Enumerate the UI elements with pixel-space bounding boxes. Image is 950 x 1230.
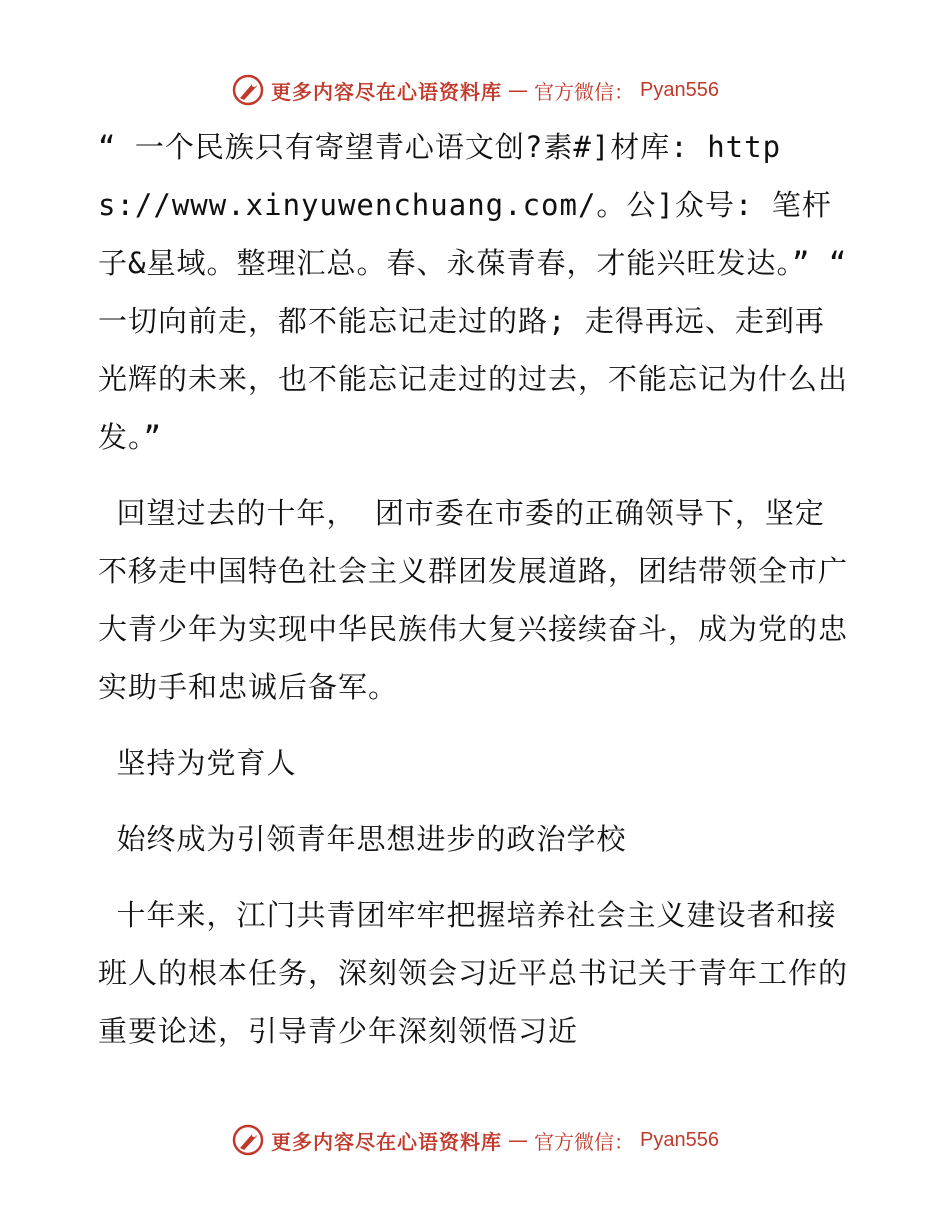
header-banner: [0, 70, 950, 110]
header-dash: —: [508, 78, 529, 102]
section-heading: 坚持为党育人: [98, 746, 297, 780]
footer-wechat-label: 官方微信：: [534, 1129, 635, 1154]
footer-wechat-id: Pyan556: [640, 1128, 719, 1151]
header-wechat-label: 官方微信：: [534, 79, 635, 104]
header-brand-text: 更多内容尽在心语资料库: [271, 79, 503, 104]
header-wechat-id: Pyan556: [640, 78, 719, 101]
footer-dash: —: [508, 1128, 529, 1152]
footer-banner: [0, 1120, 950, 1160]
footer-brand-text: 更多内容尽在心语资料库: [271, 1129, 503, 1154]
section-subheading: 始终成为引领青年思想进步的政治学校: [98, 822, 627, 856]
paragraph-2: 回望过去的十年， 团市委在市委的正确领导下，坚定不移走中国特色社会主义群团发展道路，团结带领全市广大青少年为实现中华民族伟大复兴接续奋斗，成为党的忠实助手和忠诚后备军。: [98, 496, 849, 704]
document-body: [98, 118, 866, 1078]
paragraph-3: 十年来，江门共青团牢牢把握培养社会主义建设者和接班人的根本任务，深刻领会习近平总书记关于青年工作的重要论述，引导青少年深刻领悟习近: [98, 898, 849, 1048]
pen-nib-icon: [231, 73, 265, 107]
pen-nib-icon: [231, 1123, 265, 1157]
paragraph-1: “ 一个民族只有寄望青心语文创?素#]材库: https://www.xinyuwenchuang.com/。公]众号: 笔杆子&星域。整理汇总。春、永葆青春，才能兴旺发达。” “ 一切向前走，都不能忘记走过的路; 走得再远、走到再光辉的未来，也不能忘记走过的过去，不能忘记为什么出发。”: [98, 130, 866, 454]
